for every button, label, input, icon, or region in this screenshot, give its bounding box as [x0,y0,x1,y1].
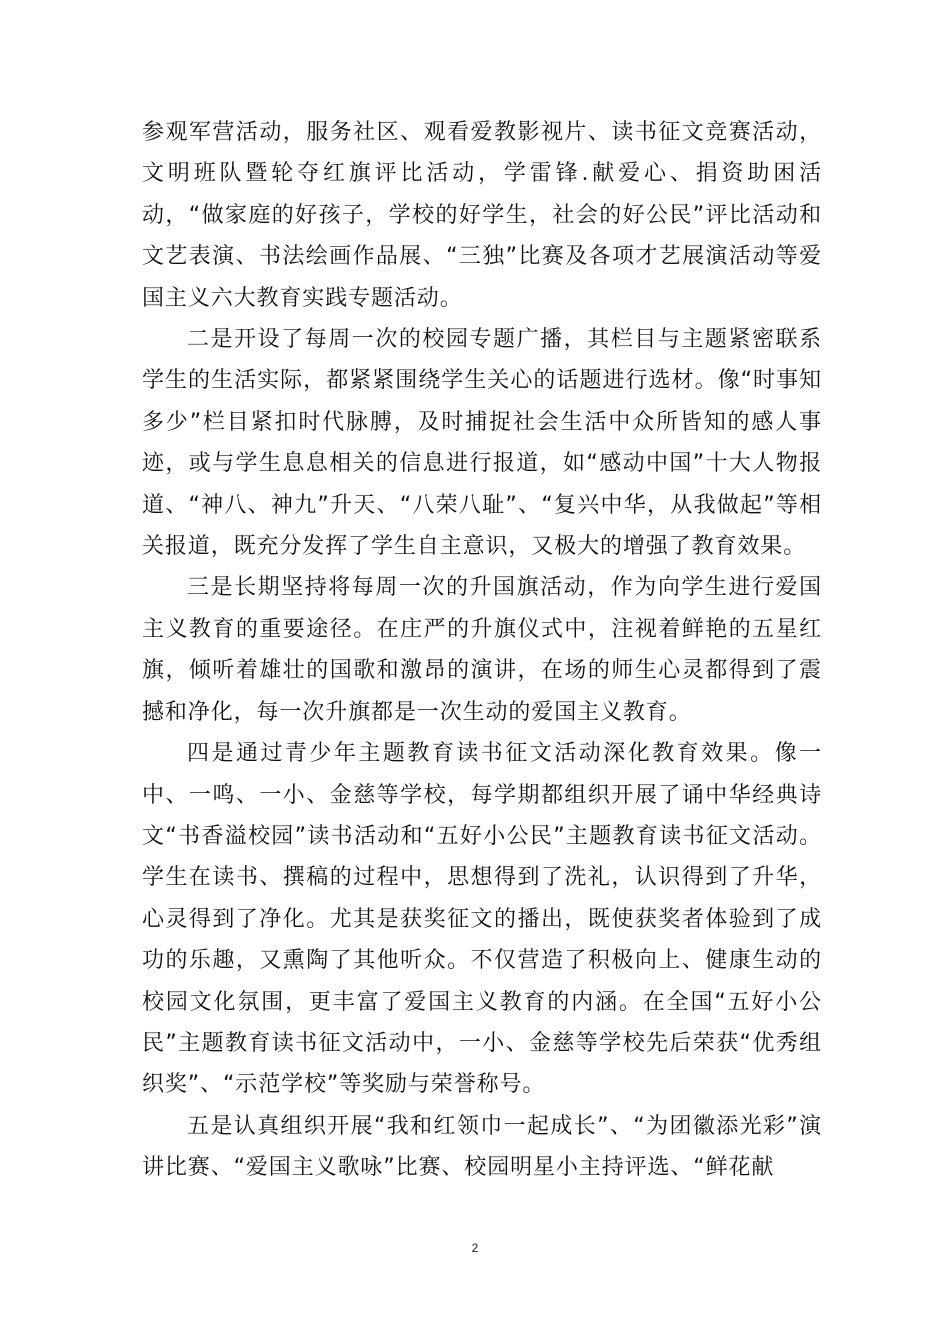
paragraph-reading-essay: 四是通过青少年主题教育读书征文活动深化教育效果。像一中、一鸣、一小、金慈等学校，每学期都组织开展了诵中华经典诗文“书香溢校园”读书活动和“五好小公民”主题教育读书征文活动。学生在读书、撰稿的过程中，思想得到了洗礼，认识得到了升华，心灵得到了净化。尤其是获奖征文的播出，既使获奖者体验到了成功的乐趣，又熏陶了其他听众。不仅营造了积极向上、健康生动的校园文化氛围，更丰富了爱国主义教育的内涵。在全国“五好小公民”主题教育读书征文活动中，一小、金慈等学校先后荣获“优秀组织奖”、“示范学校”等奖励与荣誉称号。 [142,741,822,1098]
document-body [142,112,822,1189]
paragraph-broadcast: 二是开设了每周一次的校园专题广播，其栏目与主题紧密联系学生的生活实际，都紧紧围绕学生关心的话题进行选材。像“时事知多少”栏目紧扣时代脉膊，及时捕捉社会生活中众所皆知的感人事迹，或与学生息息相关的信息进行报道，如“感动中国”十大人物报道、“神八、神九”升天、“八荣八耻”、“复兴中华，从我做起”等相关报道，既充分发挥了学生自主意识，又极大的增强了教育效果。 [142,327,822,560]
paragraph-flag-raising: 三是长期坚持将每周一次的升国旗活动，作为向学生进行爱国主义教育的重要途径。在庄严的升旗仪式中，注视着鲜艳的五星红旗，倾听着雄壮的国歌和激昂的演讲，在场的师生心灵都得到了震撼和净化，每一次升旗都是一次生动的爱国主义教育。 [142,575,822,725]
paragraph-speech-contest: 五是认真组织开展“我和红领巾一起成长”、“为团徽添光彩”演讲比赛、“爱国主义歌咏”比赛、校园明星小主持评选、“鲜花献 [142,1113,822,1181]
page-number: 2 [471,1241,479,1255]
paragraph-continuation: 参观军营活动，服务社区、观看爱教影视片、读书征文竞赛活动，文明班队暨轮夺红旗评比活动，学雷锋.献爱心、捐资助困活动，“做家庭的好孩子，学校的好学生，社会的好公民”评比活动和文艺表演、书法绘画作品展、“三独”比赛及各项才艺展演活动等爱国主义六大教育实践专题活动。 [142,120,822,311]
